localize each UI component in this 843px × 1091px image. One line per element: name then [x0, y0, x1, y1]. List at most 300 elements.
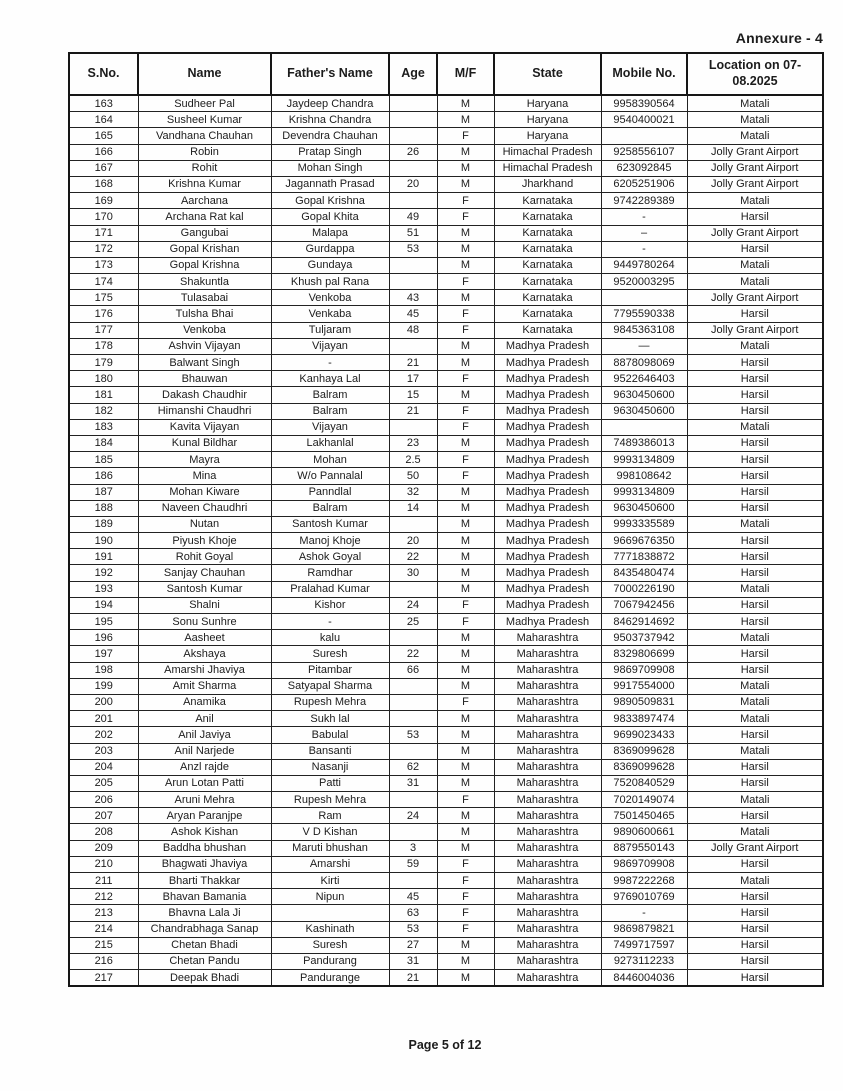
cell-age: 66 [389, 662, 437, 678]
cell-age: 20 [389, 533, 437, 549]
cell-location: Harsil [687, 759, 823, 775]
cell-sno: 185 [69, 452, 138, 468]
cell-father-name: Mohan [271, 452, 389, 468]
cell-age [389, 792, 437, 808]
cell-location: Matali [687, 112, 823, 128]
cell-age [389, 711, 437, 727]
table-row [69, 435, 823, 451]
cell-sex: F [437, 209, 494, 225]
cell-age: 50 [389, 468, 437, 484]
cell-age [389, 694, 437, 710]
cell-father-name: Venkaba [271, 306, 389, 322]
table-row [69, 808, 823, 824]
cell-mobile: 9987222268 [601, 873, 687, 889]
cell-state: Maharashtra [494, 759, 601, 775]
cell-state: Maharashtra [494, 678, 601, 694]
cell-age [389, 160, 437, 176]
cell-mobile: - [601, 241, 687, 257]
cell-name: Shalni [138, 597, 271, 613]
cell-state: Himachal Pradesh [494, 160, 601, 176]
cell-father-name: Bansanti [271, 743, 389, 759]
cell-age [389, 743, 437, 759]
cell-mobile: 9522646403 [601, 371, 687, 387]
cell-father-name: Pratap Singh [271, 144, 389, 160]
cell-sex: M [437, 711, 494, 727]
cell-sex: M [437, 355, 494, 371]
cell-father-name: Krishna Chandra [271, 112, 389, 128]
cell-name: Amarshi Jhaviya [138, 662, 271, 678]
cell-state: Maharashtra [494, 905, 601, 921]
cell-sex: M [437, 808, 494, 824]
cell-location: Harsil [687, 533, 823, 549]
cell-sex: M [437, 549, 494, 565]
cell-location: Matali [687, 711, 823, 727]
cell-location: Harsil [687, 435, 823, 451]
cell-name: Aasheet [138, 630, 271, 646]
cell-sno: 176 [69, 306, 138, 322]
cell-state: Maharashtra [494, 856, 601, 872]
cell-sno: 193 [69, 581, 138, 597]
cell-age: 53 [389, 921, 437, 937]
cell-sno: 170 [69, 209, 138, 225]
cell-mobile: 9273112233 [601, 953, 687, 969]
cell-sex: F [437, 468, 494, 484]
cell-sex: F [437, 889, 494, 905]
table-row [69, 322, 823, 338]
cell-sex: F [437, 128, 494, 144]
cell-age [389, 824, 437, 840]
cell-location: Matali [687, 516, 823, 532]
table-row [69, 128, 823, 144]
cell-father-name: Babulal [271, 727, 389, 743]
cell-father-name: W/o Pannalal [271, 468, 389, 484]
cell-age [389, 581, 437, 597]
cell-age: 24 [389, 597, 437, 613]
cell-father-name: Rupesh Mehra [271, 792, 389, 808]
cell-age: 51 [389, 225, 437, 241]
cell-sex: M [437, 662, 494, 678]
cell-sex: F [437, 873, 494, 889]
cell-sno: 191 [69, 549, 138, 565]
cell-name: Aarchana [138, 193, 271, 209]
cell-state: Madhya Pradesh [494, 355, 601, 371]
cell-name: Aruni Mehra [138, 792, 271, 808]
cell-sex: F [437, 371, 494, 387]
cell-mobile: 9993134809 [601, 452, 687, 468]
cell-name: Arun Lotan Patti [138, 775, 271, 791]
cell-age: 45 [389, 306, 437, 322]
cell-mobile: 7501450465 [601, 808, 687, 824]
cell-location: Matali [687, 792, 823, 808]
cell-name: Chandrabhaga Sanap [138, 921, 271, 937]
cell-father-name [271, 905, 389, 921]
column-header-father: Father's Name [271, 53, 389, 95]
table-row [69, 403, 823, 419]
table-row [69, 873, 823, 889]
cell-mobile [601, 290, 687, 306]
cell-sno: 211 [69, 873, 138, 889]
cell-state: Madhya Pradesh [494, 500, 601, 516]
cell-state: Maharashtra [494, 711, 601, 727]
table-row [69, 581, 823, 597]
cell-mobile: - [601, 905, 687, 921]
cell-location: Matali [687, 419, 823, 435]
cell-sno: 166 [69, 144, 138, 160]
cell-name: Kavita Vijayan [138, 419, 271, 435]
cell-age: 45 [389, 889, 437, 905]
cell-state: Madhya Pradesh [494, 403, 601, 419]
cell-mobile: 7499717597 [601, 937, 687, 953]
column-header-sno: S.No. [69, 53, 138, 95]
cell-name: Naveen Chaudhri [138, 500, 271, 516]
cell-sno: 179 [69, 355, 138, 371]
cell-mobile: 9630450600 [601, 403, 687, 419]
cell-mobile: 9869879821 [601, 921, 687, 937]
cell-sex: M [437, 112, 494, 128]
cell-sno: 180 [69, 371, 138, 387]
cell-father-name: Sukh lal [271, 711, 389, 727]
cell-location: Jolly Grant Airport [687, 290, 823, 306]
cell-mobile: 9917554000 [601, 678, 687, 694]
cell-sex: F [437, 274, 494, 290]
page-number: Page 5 of 12 [408, 1038, 482, 1052]
cell-sno: 199 [69, 678, 138, 694]
cell-mobile: 9258556107 [601, 144, 687, 160]
cell-age: 48 [389, 322, 437, 338]
cell-father-name: Pandurang [271, 953, 389, 969]
cell-location: Harsil [687, 727, 823, 743]
cell-father-name: Gopal Krishna [271, 193, 389, 209]
cell-sno: 168 [69, 176, 138, 192]
cell-state: Madhya Pradesh [494, 597, 601, 613]
cell-location: Harsil [687, 549, 823, 565]
cell-age: 2.5 [389, 452, 437, 468]
cell-name: Anil [138, 711, 271, 727]
cell-sno: 165 [69, 128, 138, 144]
cell-father-name: Balram [271, 403, 389, 419]
cell-father-name: Pralahad Kumar [271, 581, 389, 597]
cell-sno: 204 [69, 759, 138, 775]
cell-mobile [601, 128, 687, 144]
cell-state: Madhya Pradesh [494, 516, 601, 532]
cell-sex: M [437, 225, 494, 241]
cell-age [389, 274, 437, 290]
cell-state: Madhya Pradesh [494, 338, 601, 354]
cell-mobile: 9869709908 [601, 662, 687, 678]
cell-sno: 186 [69, 468, 138, 484]
cell-sex: M [437, 290, 494, 306]
cell-name: Sudheer Pal [138, 95, 271, 112]
cell-name: Venkoba [138, 322, 271, 338]
cell-father-name: Vijayan [271, 419, 389, 435]
cell-mobile: 9669676350 [601, 533, 687, 549]
cell-name: Rohit [138, 160, 271, 176]
table-row [69, 371, 823, 387]
cell-sex: M [437, 775, 494, 791]
cell-mobile: 7520840529 [601, 775, 687, 791]
cell-state: Madhya Pradesh [494, 549, 601, 565]
cell-name: Bhavna Lala Ji [138, 905, 271, 921]
cell-sno: 195 [69, 614, 138, 630]
cell-father-name: Rupesh Mehra [271, 694, 389, 710]
table-row [69, 662, 823, 678]
cell-state: Madhya Pradesh [494, 565, 601, 581]
cell-name: Dakash Chaudhir [138, 387, 271, 403]
table-row [69, 775, 823, 791]
cell-location: Matali [687, 743, 823, 759]
cell-mobile: 8462914692 [601, 614, 687, 630]
cell-mobile: 9958390564 [601, 95, 687, 112]
cell-mobile [601, 419, 687, 435]
cell-location: Matali [687, 873, 823, 889]
cell-name: Shakuntla [138, 274, 271, 290]
table-row [69, 937, 823, 953]
cell-location: Harsil [687, 241, 823, 257]
cell-sex: M [437, 630, 494, 646]
cell-sno: 188 [69, 500, 138, 516]
cell-father-name: Panndlal [271, 484, 389, 500]
cell-name: Gopal Krishan [138, 241, 271, 257]
cell-mobile: 9449780264 [601, 257, 687, 273]
table-row [69, 727, 823, 743]
cell-sno: 184 [69, 435, 138, 451]
cell-mobile: 9890600661 [601, 824, 687, 840]
cell-mobile: 9540400021 [601, 112, 687, 128]
cell-location: Harsil [687, 371, 823, 387]
cell-name: Mayra [138, 452, 271, 468]
cell-name: Mina [138, 468, 271, 484]
cell-state: Maharashtra [494, 630, 601, 646]
cell-sex: M [437, 160, 494, 176]
cell-state: Maharashtra [494, 824, 601, 840]
cell-mobile: 9503737942 [601, 630, 687, 646]
table-row [69, 905, 823, 921]
cell-sno: 169 [69, 193, 138, 209]
cell-location: Matali [687, 257, 823, 273]
cell-name: Vandhana Chauhan [138, 128, 271, 144]
table-row [69, 225, 823, 241]
cell-name: Chetan Bhadi [138, 937, 271, 953]
column-header-age: Age [389, 53, 437, 95]
table-row [69, 889, 823, 905]
cell-sno: 197 [69, 646, 138, 662]
column-header-mobile: Mobile No. [601, 53, 687, 95]
cell-mobile: 6205251906 [601, 176, 687, 192]
cell-sex: M [437, 970, 494, 987]
cell-father-name: Jagannath Prasad [271, 176, 389, 192]
cell-father-name: kalu [271, 630, 389, 646]
cell-sno: 171 [69, 225, 138, 241]
cell-father-name: Satyapal Sharma [271, 678, 389, 694]
cell-sno: 201 [69, 711, 138, 727]
cell-mobile: 8329806699 [601, 646, 687, 662]
cell-location: Harsil [687, 808, 823, 824]
cell-location: Harsil [687, 387, 823, 403]
cell-sno: 202 [69, 727, 138, 743]
cell-location: Jolly Grant Airport [687, 144, 823, 160]
cell-location: Harsil [687, 500, 823, 516]
cell-age: 14 [389, 500, 437, 516]
cell-location: Matali [687, 581, 823, 597]
cell-location: Harsil [687, 921, 823, 937]
cell-name: Kunal Bildhar [138, 435, 271, 451]
table-row [69, 306, 823, 322]
table-row [69, 597, 823, 613]
cell-mobile: — [601, 338, 687, 354]
table-row [69, 743, 823, 759]
cell-name: Archana Rat kal [138, 209, 271, 225]
cell-name: Balwant Singh [138, 355, 271, 371]
column-header-name: Name [138, 53, 271, 95]
cell-sex: M [437, 937, 494, 953]
cell-state: Karnataka [494, 274, 601, 290]
cell-mobile: 9769010769 [601, 889, 687, 905]
cell-location: Matali [687, 193, 823, 209]
cell-name: Sonu Sunhre [138, 614, 271, 630]
cell-age [389, 419, 437, 435]
cell-sex: F [437, 921, 494, 937]
cell-state: Haryana [494, 95, 601, 112]
cell-name: Sanjay Chauhan [138, 565, 271, 581]
cell-name: Anzl rajde [138, 759, 271, 775]
cell-mobile: – [601, 225, 687, 241]
cell-father-name: Gurdappa [271, 241, 389, 257]
cell-mobile: 998108642 [601, 468, 687, 484]
cell-state: Madhya Pradesh [494, 435, 601, 451]
cell-sex: M [437, 840, 494, 856]
cell-name: Piyush Khoje [138, 533, 271, 549]
cell-state: Jharkhand [494, 176, 601, 192]
cell-state: Karnataka [494, 209, 601, 225]
cell-father-name: Suresh [271, 646, 389, 662]
cell-state: Madhya Pradesh [494, 452, 601, 468]
table-row [69, 646, 823, 662]
cell-mobile: 8369099628 [601, 743, 687, 759]
cell-sex: M [437, 338, 494, 354]
cell-mobile: 7489386013 [601, 435, 687, 451]
cell-sex: M [437, 727, 494, 743]
cell-sno: 203 [69, 743, 138, 759]
cell-age: 21 [389, 970, 437, 987]
cell-location: Harsil [687, 646, 823, 662]
table-row [69, 290, 823, 306]
cell-sex: F [437, 856, 494, 872]
cell-sno: 175 [69, 290, 138, 306]
cell-state: Madhya Pradesh [494, 371, 601, 387]
table-header-row [69, 53, 823, 95]
cell-father-name: Malapa [271, 225, 389, 241]
cell-location: Harsil [687, 856, 823, 872]
cell-name: Bhauwan [138, 371, 271, 387]
cell-state: Haryana [494, 128, 601, 144]
cell-name: Baddha bhushan [138, 840, 271, 856]
table-row [69, 970, 823, 987]
cell-state: Maharashtra [494, 727, 601, 743]
cell-location: Matali [687, 95, 823, 112]
cell-father-name: Tuljaram [271, 322, 389, 338]
cell-father-name: Vijayan [271, 338, 389, 354]
cell-father-name: Pitambar [271, 662, 389, 678]
cell-state: Madhya Pradesh [494, 419, 601, 435]
cell-sex: M [437, 743, 494, 759]
cell-state: Maharashtra [494, 808, 601, 824]
cell-father-name: Kishor [271, 597, 389, 613]
cell-name: Amit Sharma [138, 678, 271, 694]
cell-sno: 208 [69, 824, 138, 840]
cell-name: Gangubai [138, 225, 271, 241]
cell-name: Anil Narjede [138, 743, 271, 759]
cell-age: 24 [389, 808, 437, 824]
cell-mobile: 9845363108 [601, 322, 687, 338]
cell-mobile: - [601, 209, 687, 225]
cell-sex: F [437, 419, 494, 435]
cell-name: Ashok Kishan [138, 824, 271, 840]
cell-location: Harsil [687, 614, 823, 630]
column-header-location: Location on 07-08.2025 [687, 53, 823, 95]
cell-age: 63 [389, 905, 437, 921]
cell-state: Haryana [494, 112, 601, 128]
cell-father-name: Venkoba [271, 290, 389, 306]
cell-sno: 209 [69, 840, 138, 856]
cell-location: Harsil [687, 565, 823, 581]
column-header-sex: M/F [437, 53, 494, 95]
cell-sno: 216 [69, 953, 138, 969]
table-row [69, 209, 823, 225]
column-header-state: State [494, 53, 601, 95]
cell-name: Bhagwati Jhaviya [138, 856, 271, 872]
cell-name: Krishna Kumar [138, 176, 271, 192]
cell-location: Harsil [687, 597, 823, 613]
cell-sex: F [437, 597, 494, 613]
cell-age: 23 [389, 435, 437, 451]
cell-location: Harsil [687, 937, 823, 953]
table-row [69, 694, 823, 710]
cell-mobile: 7771838872 [601, 549, 687, 565]
cell-name: Bhavan Bamania [138, 889, 271, 905]
cell-state: Maharashtra [494, 662, 601, 678]
cell-father-name: - [271, 355, 389, 371]
cell-age: 17 [389, 371, 437, 387]
cell-state: Madhya Pradesh [494, 387, 601, 403]
table-row [69, 387, 823, 403]
table-row [69, 419, 823, 435]
cell-mobile: 9869709908 [601, 856, 687, 872]
cell-sex: M [437, 824, 494, 840]
cell-location: Matali [687, 694, 823, 710]
cell-name: Tulsha Bhai [138, 306, 271, 322]
cell-sno: 214 [69, 921, 138, 937]
cell-age [389, 678, 437, 694]
cell-sno: 194 [69, 597, 138, 613]
cell-father-name: Patti [271, 775, 389, 791]
table-row [69, 549, 823, 565]
cell-sno: 178 [69, 338, 138, 354]
cell-father-name: Amarshi [271, 856, 389, 872]
cell-mobile: 7000226190 [601, 581, 687, 597]
table-row [69, 144, 823, 160]
cell-location: Harsil [687, 953, 823, 969]
cell-sex: M [437, 581, 494, 597]
annexure-label: Annexure - 4 [735, 30, 823, 46]
cell-location: Jolly Grant Airport [687, 160, 823, 176]
cell-location: Jolly Grant Airport [687, 225, 823, 241]
table-row [69, 792, 823, 808]
cell-father-name: Mohan Singh [271, 160, 389, 176]
table-row [69, 500, 823, 516]
cell-sex: M [437, 484, 494, 500]
cell-location: Harsil [687, 209, 823, 225]
cell-sex: M [437, 565, 494, 581]
